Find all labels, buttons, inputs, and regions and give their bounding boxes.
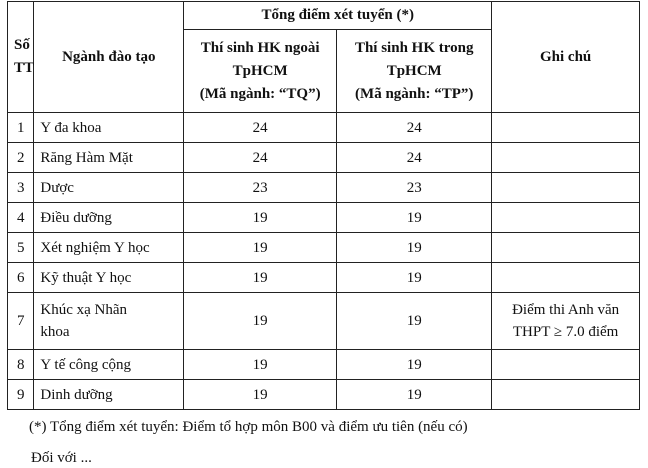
row-program: Y đa khoa xyxy=(34,113,184,143)
row-stt: 5 xyxy=(8,233,34,263)
header-inside-line2: TpHCM xyxy=(386,62,442,79)
row-outside-score: 19 xyxy=(184,263,337,293)
row-inside-score: 19 xyxy=(337,380,492,410)
header-inside-hcmc xyxy=(337,30,492,113)
row-outside-score: 19 xyxy=(184,380,337,410)
row-note xyxy=(492,350,640,380)
footnote-partial: Đối với ... xyxy=(31,450,92,466)
header-stt-line1: Số xyxy=(14,37,30,53)
table-row xyxy=(8,293,640,350)
header-program: Ngành đào tạo xyxy=(34,2,184,113)
row-note-line2: THPT ≥ 7.0 điểm xyxy=(512,324,619,340)
row-program-line1: Khúc xạ Nhãn xyxy=(40,302,128,318)
footnote: (*) Tổng điểm xét tuyển: Điểm tổ hợp môn B00 và điểm ưu tiên (nếu có) xyxy=(29,419,468,435)
table-row xyxy=(8,380,640,410)
header-total-score-group: Tổng điểm xét tuyển (*) xyxy=(184,2,492,30)
row-stt: 2 xyxy=(8,143,34,173)
row-program: Điều dưỡng xyxy=(34,203,184,233)
row-outside-score: 24 xyxy=(184,113,337,143)
row-outside-score: 24 xyxy=(184,143,337,173)
row-inside-score: 19 xyxy=(337,293,492,350)
row-stt: 1 xyxy=(8,113,34,143)
header-outside-line2: TpHCM xyxy=(232,62,288,79)
table-row xyxy=(8,113,640,143)
header-outside-line3: (Mã ngành: “TQ”) xyxy=(199,85,321,102)
table-row xyxy=(8,143,640,173)
table-row xyxy=(8,350,640,380)
row-note xyxy=(492,263,640,293)
row-stt: 8 xyxy=(8,350,34,380)
row-program: Kỹ thuật Y học xyxy=(34,263,184,293)
header-stt-line2: TT xyxy=(14,60,35,76)
row-note xyxy=(492,143,640,173)
row-stt: 6 xyxy=(8,263,34,293)
row-note xyxy=(492,233,640,263)
header-outside-line1: Thí sinh HK ngoài xyxy=(200,39,320,56)
row-outside-score: 19 xyxy=(184,233,337,263)
row-outside-score: 19 xyxy=(184,350,337,380)
table-row xyxy=(8,203,640,233)
row-program: Y tế công cộng xyxy=(34,350,184,380)
header-inside-line1: Thí sinh HK trong xyxy=(354,39,474,56)
row-inside-score: 19 xyxy=(337,203,492,233)
row-program-line2: khoa xyxy=(40,324,70,340)
row-program: Xét nghiệm Y học xyxy=(34,233,184,263)
header-inside-line3: (Mã ngành: “TP”) xyxy=(355,85,474,102)
row-program: Dược xyxy=(34,173,184,203)
row-inside-score: 19 xyxy=(337,350,492,380)
row-inside-score: 19 xyxy=(337,263,492,293)
row-program: Dinh dưỡng xyxy=(34,380,184,410)
row-stt: 3 xyxy=(8,173,34,203)
table-row xyxy=(8,233,640,263)
row-inside-score: 24 xyxy=(337,143,492,173)
row-inside-score: 19 xyxy=(337,233,492,263)
row-note xyxy=(492,173,640,203)
row-note xyxy=(492,113,640,143)
header-stt xyxy=(8,2,34,113)
row-note xyxy=(492,380,640,410)
row-outside-score: 23 xyxy=(184,173,337,203)
table-row xyxy=(8,173,640,203)
header-note: Ghi chú xyxy=(492,2,640,113)
row-note-line1: Điểm thi Anh văn xyxy=(512,302,620,318)
row-stt: 7 xyxy=(8,293,34,350)
row-inside-score: 23 xyxy=(337,173,492,203)
row-program: Răng Hàm Mặt xyxy=(34,143,184,173)
row-note xyxy=(492,293,640,350)
row-stt: 9 xyxy=(8,380,34,410)
row-inside-score: 24 xyxy=(337,113,492,143)
table-row xyxy=(8,263,640,293)
row-program xyxy=(34,293,184,350)
admission-scores-table xyxy=(7,1,640,410)
row-note xyxy=(492,203,640,233)
row-outside-score: 19 xyxy=(184,203,337,233)
row-outside-score: 19 xyxy=(184,293,337,350)
row-stt: 4 xyxy=(8,203,34,233)
header-outside-hcmc xyxy=(184,30,337,113)
